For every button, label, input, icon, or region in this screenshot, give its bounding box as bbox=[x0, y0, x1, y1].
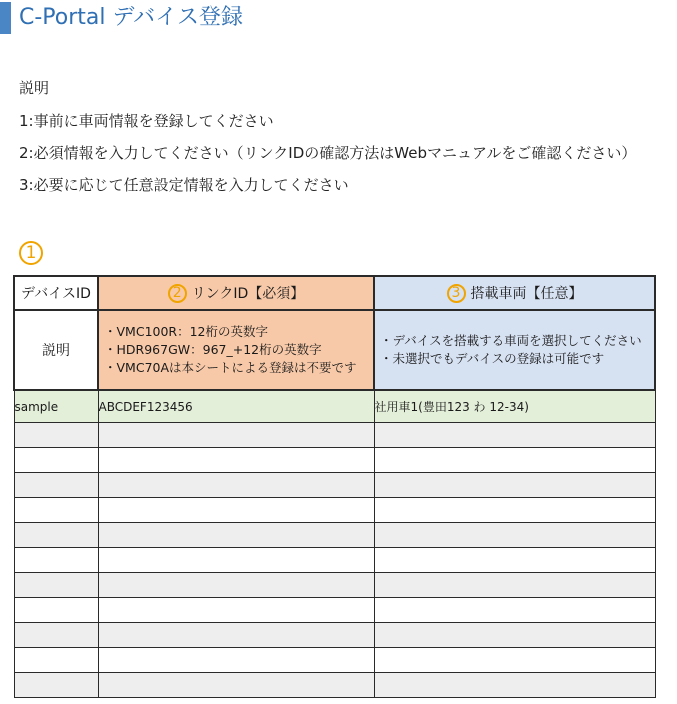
header-row bbox=[14, 276, 655, 310]
link-id-cell[interactable] bbox=[98, 648, 374, 673]
device-id-cell[interactable] bbox=[14, 548, 98, 573]
circled-number-2-icon: 2 bbox=[168, 284, 187, 303]
circled-number-3-icon: 3 bbox=[447, 284, 466, 303]
section-marker-1 bbox=[19, 241, 43, 265]
device-id-cell[interactable] bbox=[14, 423, 98, 448]
vehicle-note-1: ・デバイスを搭載する車両を選択してください bbox=[380, 333, 642, 348]
table-row bbox=[14, 498, 655, 523]
header-link-id bbox=[98, 276, 374, 310]
device-id-cell[interactable] bbox=[14, 623, 98, 648]
vehicle-cell[interactable] bbox=[374, 573, 655, 598]
title-bar bbox=[0, 0, 677, 35]
title-accent-bar bbox=[0, 2, 11, 34]
header-vehicle bbox=[374, 276, 655, 310]
table-row bbox=[14, 423, 655, 448]
device-id-cell[interactable] bbox=[14, 573, 98, 598]
device-id-cell[interactable] bbox=[14, 523, 98, 548]
link-id-notes-cell bbox=[98, 310, 374, 390]
table-row bbox=[14, 623, 655, 648]
device-id-cell[interactable] bbox=[14, 598, 98, 623]
link-id-cell[interactable] bbox=[98, 523, 374, 548]
vehicle-cell[interactable] bbox=[374, 548, 655, 573]
link-id-cell[interactable] bbox=[98, 548, 374, 573]
link-id-cell[interactable] bbox=[98, 498, 374, 523]
link-id-note-2: ・HDR967GW：967_+12桁の英数字 bbox=[104, 342, 322, 357]
description-label: 説明 bbox=[14, 310, 98, 390]
sample-row bbox=[14, 390, 655, 423]
instruction-step-1: 1:事前に車両情報を登録してください bbox=[19, 112, 274, 130]
device-id-cell[interactable] bbox=[14, 498, 98, 523]
vehicle-cell[interactable] bbox=[374, 623, 655, 648]
link-id-note-1: ・VMC100R：12桁の英数字 bbox=[104, 324, 269, 339]
circled-number-1-icon: 1 bbox=[19, 241, 43, 265]
vehicle-cell[interactable] bbox=[374, 473, 655, 498]
link-id-cell[interactable] bbox=[98, 673, 374, 698]
page-title: C-Portal デバイス登録 bbox=[19, 5, 243, 30]
vehicle-note-2: ・未選択でもデバイスの登録は可能です bbox=[380, 351, 605, 366]
sample-link-id[interactable]: ABCDEF123456 bbox=[98, 390, 374, 423]
header-device-id: デバイスID bbox=[14, 276, 98, 310]
link-id-cell[interactable] bbox=[98, 598, 374, 623]
device-id-cell[interactable] bbox=[14, 473, 98, 498]
device-registration-table bbox=[13, 275, 656, 698]
instruction-step-2: 2:必須情報を入力してください（リンクIDの確認方法はWebマニュアルをご確認ください） bbox=[19, 144, 637, 162]
device-id-cell[interactable] bbox=[14, 448, 98, 473]
vehicle-cell[interactable] bbox=[374, 648, 655, 673]
link-id-cell[interactable] bbox=[98, 473, 374, 498]
table-row bbox=[14, 448, 655, 473]
sample-vehicle[interactable]: 社用車1(豊田123 わ 12-34) bbox=[374, 390, 655, 423]
description-row bbox=[14, 310, 655, 390]
table-row bbox=[14, 573, 655, 598]
device-id-cell[interactable] bbox=[14, 648, 98, 673]
table-row bbox=[14, 673, 655, 698]
link-id-note-3: ・VMC70Aは本シートによる登録は不要です bbox=[104, 360, 357, 375]
vehicle-cell[interactable] bbox=[374, 598, 655, 623]
vehicle-cell[interactable] bbox=[374, 423, 655, 448]
table-row bbox=[14, 523, 655, 548]
link-id-cell[interactable] bbox=[98, 448, 374, 473]
vehicle-cell[interactable] bbox=[374, 498, 655, 523]
vehicle-cell[interactable] bbox=[374, 448, 655, 473]
link-id-cell[interactable] bbox=[98, 573, 374, 598]
table-row bbox=[14, 548, 655, 573]
table-row bbox=[14, 648, 655, 673]
vehicle-notes-cell bbox=[374, 310, 655, 390]
header-link-id-label: リンクID【必須】 bbox=[191, 286, 305, 302]
device-id-cell[interactable] bbox=[14, 673, 98, 698]
link-id-cell[interactable] bbox=[98, 423, 374, 448]
link-id-cell[interactable] bbox=[98, 623, 374, 648]
header-vehicle-label: 搭載車両【任意】 bbox=[470, 286, 583, 302]
vehicle-cell[interactable] bbox=[374, 523, 655, 548]
instruction-step-3: 3:必要に応じて任意設定情報を入力してください bbox=[19, 176, 349, 194]
sample-device-id[interactable]: sample bbox=[14, 390, 98, 423]
table-row bbox=[14, 473, 655, 498]
table-row bbox=[14, 598, 655, 623]
vehicle-cell[interactable] bbox=[374, 673, 655, 698]
instructions-heading: 説明 bbox=[19, 79, 50, 97]
